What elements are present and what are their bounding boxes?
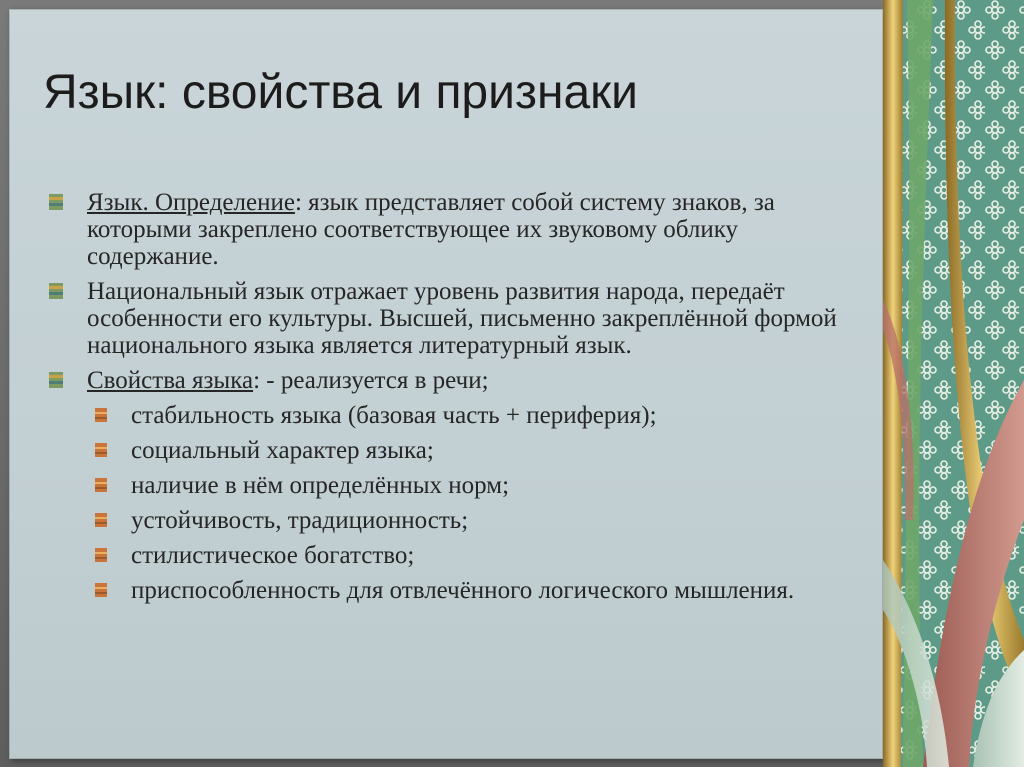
bullet-item-national-language <box>49 278 849 359</box>
bullet-underlined-term: Свойства языка <box>87 367 254 394</box>
subbullet-item <box>49 507 849 534</box>
ribbon-pattern-graphic <box>883 0 1024 767</box>
subbullet-text: приспособленность для отвлечённого логического мышления. <box>131 577 795 604</box>
subbullet-item <box>49 577 849 604</box>
orange-square-bullet-icon <box>95 443 107 457</box>
bullet-text: : - реализуется в речи; <box>253 367 489 394</box>
bullet-text: : язык представляет собой систему знаков, за которыми закреплено соответствующее их звуковому облику содержание. <box>87 189 775 270</box>
bullet-item-properties <box>49 367 849 394</box>
subbullet-text: наличие в нём определённых норм; <box>131 472 510 499</box>
bullet-item-definition <box>49 189 849 270</box>
slide-body <box>49 189 849 612</box>
subbullet-item <box>49 437 849 464</box>
subbullet-item <box>49 472 849 499</box>
striped-square-bullet-icon <box>49 283 63 299</box>
decorative-ribbon-panel <box>883 0 1024 767</box>
bullet-underlined-term: Язык. Определение <box>87 189 295 216</box>
subbullet-text: социальный характер языка; <box>131 437 434 464</box>
subbullet-text: устойчивость, традиционность; <box>131 507 469 534</box>
subbullet-text: стабильность языка (базовая часть + периферия); <box>131 402 657 429</box>
orange-square-bullet-icon <box>95 513 107 527</box>
orange-square-bullet-icon <box>95 548 107 562</box>
subbullet-item <box>49 402 849 429</box>
bullet-text: Национальный язык отражает уровень развития народа, передаёт особенности его культуры. Высшей, письменно закреплённой формой национального языка является литературный язык. <box>87 278 837 359</box>
orange-square-bullet-icon <box>95 408 107 422</box>
orange-square-bullet-icon <box>95 583 107 597</box>
slide-title: Язык: свойства и признаки <box>43 66 638 119</box>
orange-square-bullet-icon <box>95 478 107 492</box>
subbullet-text: стилистическое богатство; <box>131 542 415 569</box>
subbullet-item <box>49 542 849 569</box>
striped-square-bullet-icon <box>49 194 63 210</box>
striped-square-bullet-icon <box>49 372 63 388</box>
content-panel <box>9 9 883 759</box>
